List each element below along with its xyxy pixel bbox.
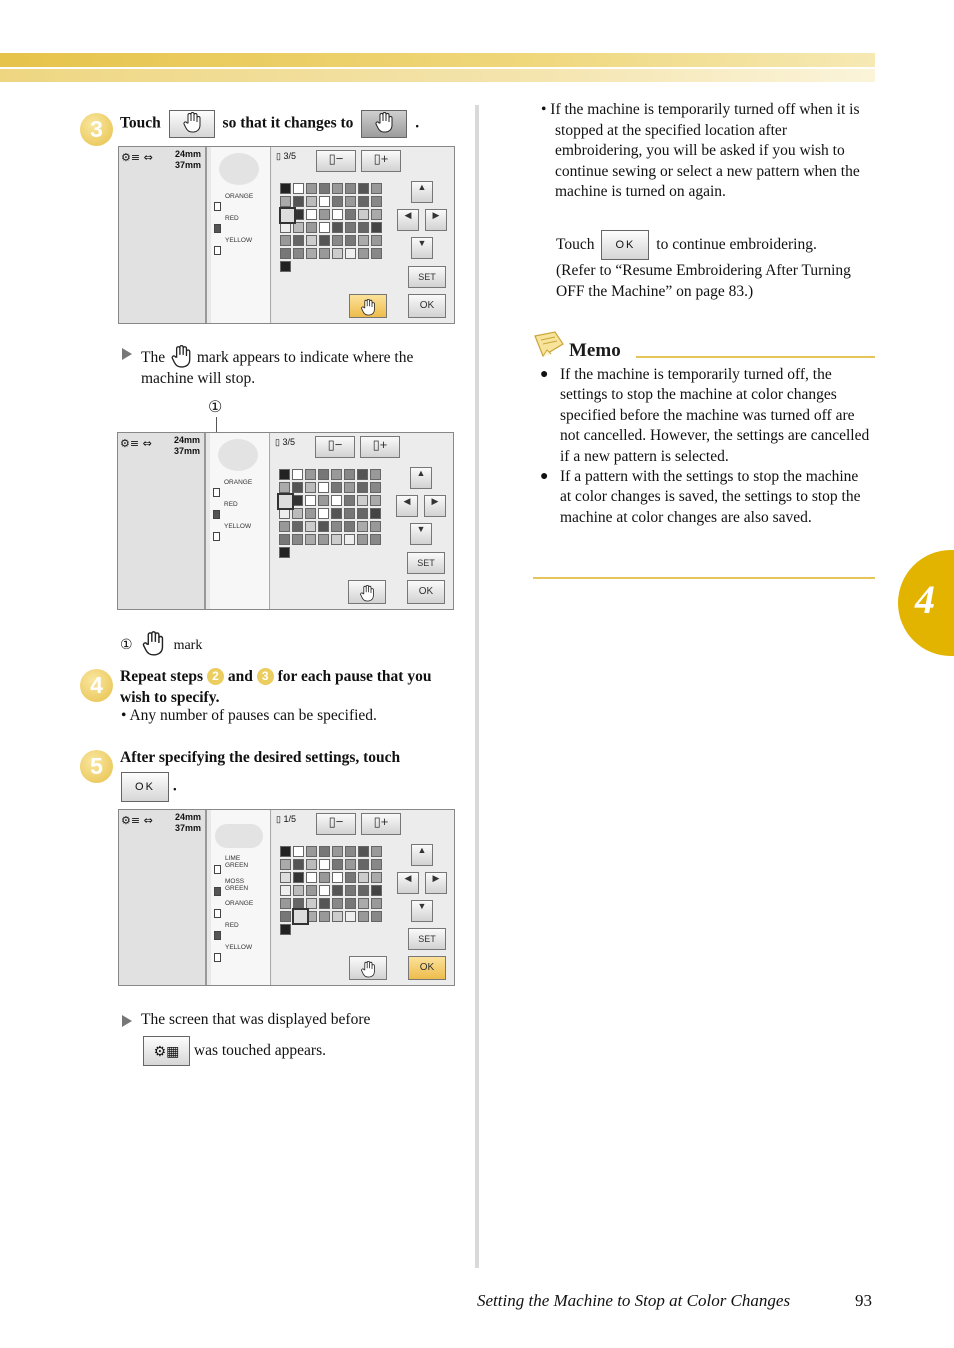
memo-title-rule bbox=[636, 356, 875, 358]
screen-1-right-button: ▶ bbox=[425, 209, 447, 231]
callout-number: ① bbox=[208, 399, 223, 416]
right-refer-text: (Refer to “Resume Embroidering After Turning OFF the Machine” on page 83.) bbox=[556, 262, 851, 300]
result-5-pre: The screen that was displayed before bbox=[141, 1011, 371, 1028]
screen-2-up-button: ▲ bbox=[410, 467, 432, 489]
screen-1 bbox=[118, 146, 455, 324]
screen-1-pattern-preview bbox=[219, 153, 259, 185]
step-4-and: and bbox=[227, 668, 253, 685]
memo-item bbox=[540, 365, 873, 467]
screen-2-minus-button: ▯− bbox=[315, 436, 355, 458]
mark-caption-text: mark bbox=[173, 638, 203, 653]
screen-1-ok-button: OK bbox=[408, 294, 446, 318]
screen-1-size-w: 24mm bbox=[175, 149, 202, 159]
screen-2-counter: ▯ 3/5 bbox=[275, 437, 295, 447]
screen-3-color-lime-green: LIME GREEN bbox=[225, 855, 249, 869]
screen-2-counter-bottom: 5 bbox=[289, 437, 295, 447]
screen-2-hand-button bbox=[348, 580, 386, 604]
step-3-middle: so that it changes to bbox=[222, 114, 354, 132]
screen-3-grid-cursor bbox=[292, 908, 309, 925]
screen-3-size-h: 37mm bbox=[175, 823, 202, 833]
screen-1-counter-top: 3 bbox=[283, 151, 289, 161]
hand-button-on-icon bbox=[361, 110, 407, 138]
screen-2-set-button: SET bbox=[407, 552, 445, 574]
screen-1-grid-cursor bbox=[279, 207, 296, 224]
screen-2-grid-cursor bbox=[277, 493, 294, 510]
screen-2-plus-button: ▯+ bbox=[360, 436, 400, 458]
step-5-ok-row bbox=[121, 772, 177, 802]
memo-bottom-rule bbox=[533, 577, 875, 579]
screen-3 bbox=[118, 809, 455, 986]
hand-button-off-icon bbox=[169, 110, 215, 138]
screen-1-mode-icons: ⚙≡ ⇔ bbox=[121, 151, 153, 164]
screen-2-spool-icon bbox=[213, 488, 220, 497]
memo-title: Memo bbox=[569, 340, 621, 361]
memo-item-text: If the machine is temporarily turned off, the settings to stop the machine at color changes specified before the machine was turned off are not cancelled. However, the settings are cancelled if a new pattern is selected. bbox=[560, 366, 870, 465]
screen-3-color-moss-green: MOSS GREEN bbox=[225, 878, 249, 892]
screen-2-size bbox=[174, 435, 200, 457]
screen-2-mode-icons: ⚙≡ ⇔ bbox=[120, 437, 152, 450]
step-ref-3: 3 bbox=[257, 668, 274, 685]
screen-3-hand-button bbox=[349, 956, 387, 980]
screen-1-spool-icon bbox=[214, 246, 221, 255]
screen-2-ok-button: OK bbox=[407, 580, 445, 604]
screen-1-spool-icon bbox=[214, 224, 221, 233]
memo-bullet-icon: ● bbox=[540, 367, 549, 382]
screen-3-pattern-preview bbox=[215, 824, 263, 848]
mark-caption bbox=[120, 630, 202, 656]
result-arrow-icon bbox=[122, 1015, 132, 1027]
memo-item bbox=[540, 467, 873, 528]
result-5-post: was touched appears. bbox=[193, 1042, 327, 1059]
screen-2-left-panel bbox=[118, 433, 206, 609]
screen-2-color-red: RED bbox=[224, 501, 238, 508]
right-touch-post: to continue embroidering. bbox=[656, 236, 817, 253]
ok-button-icon: OK bbox=[601, 230, 649, 260]
right-touch: Touch bbox=[556, 236, 595, 253]
screen-2-spool-icon bbox=[213, 532, 220, 541]
screen-2-left-button: ◀ bbox=[396, 495, 418, 517]
screen-3-color-red: RED bbox=[225, 922, 239, 929]
screen-3-up-button: ▲ bbox=[411, 844, 433, 866]
screen-1-counter: ▯ 3/5 bbox=[276, 151, 296, 161]
step-5-end: . bbox=[172, 777, 177, 795]
page-number: 93 bbox=[855, 1291, 872, 1310]
header-band-top bbox=[0, 53, 875, 67]
embroidery-screen-button-icon: ⚙▦ bbox=[143, 1036, 190, 1066]
screen-2-counter-top: 3 bbox=[282, 437, 288, 447]
chapter-tab: 4 bbox=[898, 550, 954, 656]
result-5-line2 bbox=[143, 1036, 326, 1066]
step-number-5: 5 bbox=[80, 750, 113, 783]
screen-1-control-panel bbox=[272, 147, 454, 323]
step-3-touch: Touch bbox=[120, 114, 161, 132]
screen-1-color-grid bbox=[280, 183, 382, 272]
step-3-instruction bbox=[120, 110, 465, 138]
mark-caption-num: ① bbox=[120, 638, 133, 653]
screen-1-size-h: 37mm bbox=[175, 160, 202, 170]
screen-2-spool-icon bbox=[213, 510, 220, 519]
column-divider bbox=[475, 105, 479, 1268]
screen-3-spool-icon bbox=[214, 865, 221, 874]
screen-1-hand-button bbox=[349, 294, 387, 318]
screen-3-ok-button: OK bbox=[408, 956, 446, 980]
screen-2-color-list bbox=[210, 433, 270, 609]
screen-3-color-yellow: YELLOW bbox=[225, 944, 253, 951]
screen-3-down-button: ▼ bbox=[411, 900, 433, 922]
screen-1-color-list bbox=[211, 147, 271, 323]
screen-2-pattern-preview bbox=[218, 439, 258, 471]
step-5-instruction: After specifying the desired settings, touch bbox=[120, 749, 401, 766]
memo-item-text: If a pattern with the settings to stop the machine at color changes is saved, the settings to stop the machine at color changes are also saved. bbox=[560, 468, 861, 526]
screen-3-spool-icon bbox=[214, 887, 221, 896]
hand-mark-icon bbox=[169, 344, 193, 368]
screen-3-plus-button: ▯+ bbox=[361, 813, 401, 835]
screen-1-size bbox=[175, 149, 201, 171]
screen-1-color-orange: ORANGE bbox=[225, 193, 254, 200]
screen-3-spool-icon bbox=[214, 909, 221, 918]
result-3-text bbox=[141, 344, 461, 389]
screen-2-color-orange: ORANGE bbox=[224, 479, 253, 486]
screen-1-counter-bottom: 5 bbox=[290, 151, 296, 161]
result-3-post: mark appears to indicate where the machine will stop. bbox=[141, 349, 414, 387]
step-4-post: for each pause that you wish to specify. bbox=[120, 668, 432, 706]
screen-2-size-w: 24mm bbox=[174, 435, 201, 445]
screen-1-down-button: ▼ bbox=[411, 237, 433, 259]
screen-2-control-panel bbox=[271, 433, 453, 609]
screen-3-spool-icon bbox=[214, 953, 221, 962]
screen-1-color-yellow: YELLOW bbox=[225, 237, 253, 244]
screen-3-counter-top: 1 bbox=[283, 814, 289, 824]
footer-title: Setting the Machine to Stop at Color Changes bbox=[477, 1291, 791, 1310]
screen-3-mode-icons: ⚙≡ ⇔ bbox=[121, 814, 153, 827]
screen-2-down-button: ▼ bbox=[410, 523, 432, 545]
screen-2-color-grid bbox=[279, 469, 381, 558]
memo-list bbox=[540, 365, 873, 528]
screen-3-right-button: ▶ bbox=[425, 872, 447, 894]
result-arrow-icon bbox=[122, 348, 132, 360]
step-4-instruction bbox=[120, 666, 460, 708]
screen-3-color-list bbox=[211, 810, 271, 985]
screen-3-spool-icon bbox=[214, 931, 221, 940]
screen-3-minus-button: ▯− bbox=[316, 813, 356, 835]
screen-1-left-panel bbox=[119, 147, 207, 323]
screen-3-color-orange: ORANGE bbox=[225, 900, 254, 907]
screen-1-set-button: SET bbox=[408, 266, 446, 288]
screen-3-left-button: ◀ bbox=[397, 872, 419, 894]
step-3-end: . bbox=[415, 114, 420, 132]
screen-1-minus-button: ▯− bbox=[316, 150, 356, 172]
screen-2 bbox=[117, 432, 454, 610]
screen-1-plus-button: ▯+ bbox=[361, 150, 401, 172]
step-4-bullet: • Any number of pauses can be specified. bbox=[121, 707, 377, 724]
right-bullet-text: • If the machine is temporarily turned off when it is stopped at the specified location after embroidering, you will be asked if you wish to continue sewing or select a new pattern when the machine is turned on again. bbox=[541, 101, 860, 200]
screen-1-color-red: RED bbox=[225, 215, 239, 222]
step-ref-2: 2 bbox=[207, 668, 224, 685]
screen-2-size-h: 37mm bbox=[174, 446, 201, 456]
screen-1-spool-icon bbox=[214, 202, 221, 211]
step-number-3: 3 bbox=[80, 113, 113, 146]
step-number-4: 4 bbox=[80, 669, 113, 702]
step-4-pre: Repeat steps bbox=[120, 668, 204, 685]
screen-2-right-button: ▶ bbox=[424, 495, 446, 517]
screen-3-control-panel bbox=[272, 810, 454, 985]
screen-3-counter: ▯ 1/5 bbox=[276, 814, 296, 824]
header-band-bottom bbox=[0, 69, 875, 82]
screen-3-left-panel bbox=[119, 810, 207, 985]
screen-1-left-button: ◀ bbox=[397, 209, 419, 231]
right-touch-row bbox=[556, 230, 817, 260]
memo-icon bbox=[533, 330, 567, 365]
screen-1-up-button: ▲ bbox=[411, 181, 433, 203]
screen-3-set-button: SET bbox=[408, 928, 446, 950]
screen-3-size-w: 24mm bbox=[175, 812, 202, 822]
screen-2-color-yellow: YELLOW bbox=[224, 523, 252, 530]
hand-mark-icon bbox=[140, 630, 166, 656]
screen-3-size bbox=[175, 812, 201, 834]
ok-button-icon: OK bbox=[121, 772, 169, 802]
result-3-pre: The bbox=[141, 349, 166, 366]
screen-3-counter-bottom: 5 bbox=[290, 814, 296, 824]
memo-bullet-icon: ● bbox=[540, 469, 549, 485]
